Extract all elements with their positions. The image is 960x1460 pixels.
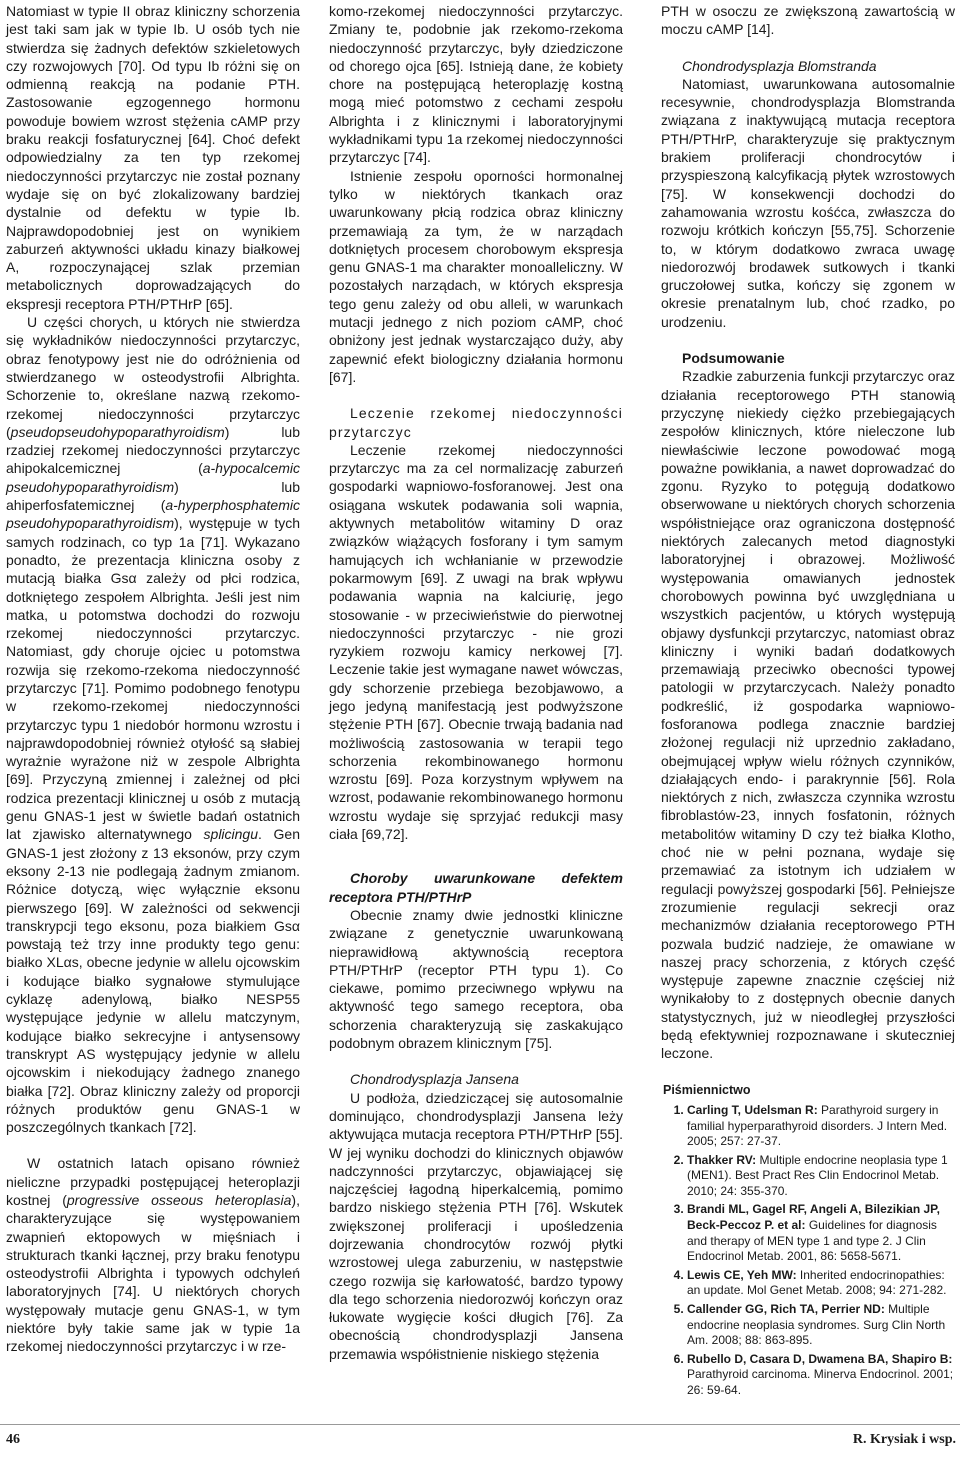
reference-text: Guidelines for diagnosis and therapy of MEN type 1 and type 2. J Clin Endocrinol Metab. 2001, 86: 5658-5671. — [687, 1218, 937, 1264]
reference-text: Parathyroid surgery in familial hyperparathyroid disorders. J Intern Med. 2005; 257: 27-37. — [687, 1102, 948, 1149]
paragraph — [6, 313, 300, 1136]
paragraph: PTH w osoczu ze zwiększoną zawartością w moczu cAMP [14]. — [661, 3, 955, 38]
spacer — [661, 39, 955, 57]
paragraph: Leczenie rzekomej niedoczynności przytarczyc ma za cel normalizację zaburzeń gospodarki wapniowo-fosforanowej. Jest ona osiągana wskutek podawania soli wapnia, aktywnych metabolitów witaminy D oraz związków wiążących fosforany i tym samym hamujących ich wchłanianie w przewodzie pokarmowym [69]. Z uwagi na brak wpływu podawania wapnia na kalciurię, jego stosowanie - w przeciwieństwie do pierwotnej niedoczynności przytarczyc - nie grozi ryzykiem rozwoju kamicy nerkowej [7]. Leczenie takie jest wymagane nawet wówczas, gdy schorzenie przebiega bezobjawowo, a jego jedyną manifestacją jest podwyższone stężenie PTH [67]. Obecnie trwają badania nad możliwością zastosowania w terapii tego schorzenia rekombinowanego hormonu wzrostu [69]. Poza korzystnym wpływem na wzrost, podawanie rekombinowanego hormonu wzrostu wydaje się sprzyjać redukcji masy ciała [69,72]. — [329, 441, 623, 843]
italic-term: a-hypocalcemic pseudohypoparathyroidism — [6, 460, 300, 495]
paragraph: Istnienie zespołu oporności hormonalnej tylko w niektórych tkankach oraz uwarunkowany płcią rodzica obraz kliniczny przemawiają za tym, że w narządach dotkniętych procesem chorobowym ekspresja genu GNAS-1 ma charakter monoalleliczny. W pozostałych narządach, w których ekspresja tego genu zależy od obu alleli, w warunkach mutacji jednego z nich poziom cAMP, choć obniżony jest jednak wystarczająco duży, aby zapewnić efekt biologiczny działania hormonu [67]. — [329, 167, 623, 385]
spacer — [329, 1052, 623, 1070]
text-run: ) lub ahiperfosfatemicznej ( — [6, 478, 300, 514]
section-heading: Leczenie rzekomej niedoczynności przytarczyc — [329, 405, 623, 440]
paragraph — [6, 1154, 300, 1355]
reference-authors: Carling T, Udelsman R: — [687, 1102, 818, 1117]
reference-authors: Thakker RV: — [687, 1152, 757, 1167]
italic-term: progressive osseous heteroplasia — [66, 1192, 292, 1208]
reference-text: Inherited endocrinopathies: an update. Mol Genet Metab. 2008; 94: 271-282. — [687, 1267, 947, 1298]
spacer — [6, 1136, 300, 1154]
paragraph: Natomiast, uwarunkowana autosomalnie recesywnie, chondrodysplazja Blomstranda związana z inaktywującą mutacja receptora PTH/PTHrP, charakteryzuje się praktycznym brakiem proliferacji chondrocytów i przyspieszoną kalcyfikacją płytek wzrostowych [75]. W konsekwencji dochodzi do zahamowania wzrostu kośćca, zwłaszcza do rozwoju krótkich kończyn [55,75]. Schorzenie to, w którym dodatkowo zwraca uwagę niedorozwój brodawek sutkowych i tkanki gruczołowej sutka, kończy się zgonem w okresie prenatalnym lub, choć rzadko, po urodzeniu. — [661, 75, 955, 330]
italic-term: a-hyperphosphatemic pseudohypoparathyroidism — [6, 497, 300, 532]
text-run: . Gen GNAS-1 jest złożony z 13 eksonów, przy czym eksony 2-13 nie podlegają żadnym zmianom. Różnice dotyczą, więc wyłącznie eksonu pierwszego [69]. W zależności od sekwencji transkrypcji tego eksonu, poza białkiem Gsα powstają też trzy inne produkty tego genu: białko XLαs, obecne jedynie w allelu ojcowskim i kodujące białko sygnałowe stymulujące cyklazę adenylową, białko NESP55 występujące jedynie w allelu matczynym, kodujące białko sekrecyjne i antysensowy transkrypt AS występujący jedynie w allelu ojcowskim i niekodujący żadnego znanego białka [72]. Obraz kliniczny zależy od proporcji różnych produktów genu GNAS-1 w poszczególnych tkankach [72]. — [6, 826, 300, 1136]
italic-term: splicingu — [203, 826, 259, 843]
page-number: 46 — [6, 1432, 20, 1447]
reference-item — [687, 1103, 955, 1150]
references-heading: Piśmiennictwo — [663, 1082, 751, 1097]
text-run: W ostatnich latach opisano również nieliczne przypadki postępującej heteroplazji kostnej ( — [6, 1155, 300, 1208]
column-right — [661, 2, 955, 1402]
reference-text: Multiple endocrine neoplasia syndromes. Surg Clin North Am. 2008; 88: 863-895. — [687, 1302, 946, 1348]
reference-authors: Callender GG, Rich TA, Perrier ND: — [687, 1302, 885, 1317]
paragraph: Rzadkie zaburzenia funkcji przytarczyc oraz działania receptorowego PTH stanowią przyczynę niekiedy ciężko przebiegających zespołów klinicznych, które nieleczone lub niewłaściwie leczone powodować mogą poważne powikłania, a nawet doprowadzać do zgonu. Ryzyko to potęgują dodatkowo obserwowane u niektórych chorych schorzenia współistniejące oraz ograniczona dostępność niektórych zalecanych metod diagnostyki laboratoryjnej i obrazowej. Możliwość występowania omawianych jednostek chorobowych powinna być uwzględniana u wszystkich pacjentów, u których występują objawy dysfunkcji przytarczyc, natomiast obraz kliniczny i wyniki badań dodatkowych przemawiają przeciwko obecności typowej patologii w przytarczycach. Należy ponadto podkreślić, iż gospodarka wapniowo-fosforanowa podlega znacznie bardziej złożonej regulacji niż uprzednio zakładano, obejmującej wpływ wielu różnych czynników, działających endo- i parakrynnie [56]. Rola niektórych z nich, zwłaszcza czynnika wzrostu fibroblastów-23, innych fosfatonin, różnych metabolitów witaminy D czy też białka Klotho, choć nie w pełni poznana, wydaje się przemawiać za istotnym ich udziałem w regulacji powyższej gospodarki [56]. Pełniejsze zrozumienie regulacji sekrecji oraz mechanizmów działania receptorowego PTH pozwala budzić nadzieje, że omawiane w naszej pracy schorzenia, z których część występuje zapewne znacznie częściej niż wynikałoby to z dostępnych obecnie danych statystycznych, już w nieodległej przyszłości będą efektywniej rozpoznawane i skuteczniej leczone. — [661, 368, 955, 1062]
spacer — [661, 1063, 955, 1081]
reference-item — [687, 1202, 955, 1264]
column-middle — [329, 2, 623, 1363]
spacer — [661, 331, 955, 349]
text-run: ) lub rzadziej rzekomej niedoczynności przytarczyc ahipokalcemicznej ( — [6, 423, 300, 477]
paragraph: U podłoża, dziedziczącej się autosomalnie dominująco, chondrodysplazji Jansena leży aktywująca mutacja receptora PTH/PTHrP [55]. W jej wyniku dochodzi do klinicznych objawów nadczynności przytarczyc, objawiającej się najczęściej łagodną hiperkalcemią, pomimo bardzo niskiego stężenia PTH [76]. Wskutek zwiększonej proliferacji i upośledzenia dojrzewania chondrocytów rozwój płytki wzrostowej ulega zaburzeniu, w następstwie czego rozwija się karłowatość, bardzo typowy dla tego schorzenia niedorozwój kończyn oraz łukowate wygięcie kości długich [76]. Za obecnością chondrodysplazji Jansena przemawia współistnienie niskiego stężenia — [329, 1089, 623, 1362]
running-authors: R. Krysiak i wsp. — [852, 1432, 956, 1447]
reference-text: Multiple endocrine neoplasia type 1 (MEN1). Best Pract Res Clin Endocrinol Metab. 2010; 24: 355-370. — [687, 1152, 948, 1198]
reference-authors: Brandi ML, Gagel RF, Angeli A, Bilezikian JP, Beck-Peccoz P. et al: — [687, 1202, 940, 1233]
italic-term: pseudopseudohypoparathyroidism — [10, 423, 225, 440]
text-run: ), charakteryzujące się występowaniem zwapnień ektopowych w mięśniach i strukturach tkanki łącznej, przy braku fenotypu osteodystrofii Albrighta i typowych odchyleń laboratoryjnych [74]. U niektórych chorych występowały mutacje genu GNAS-1, w tym niektóre były takie same jak w typie 1a rzekomej niedoczynności przytarczyc i w rze- — [6, 1192, 300, 1355]
reference-text: Parathyroid carcinoma. Minerva Endocrinol. 2001; 26: 59-64. — [687, 1367, 954, 1398]
reference-item — [687, 1352, 955, 1399]
spacer — [329, 386, 623, 404]
section-heading: Podsumowanie — [682, 350, 785, 367]
spacer — [329, 843, 623, 869]
text-run: ), występuje w tych samych rodzinach, co typ 1a [71]. Wykazano ponadto, że prezentacja kliniczna osoby z mutacją białka Gsα zależy od płci rodzica, dotkniętego zespołem Albrighta. Jeśli jest nim matka, u potomstwa dochodzi do rozwoju rzekomej niedoczynności przytarczyc. Natomiast, gdy choruje ojciec u potomstwa rozwija się rzekomo-rzekoma niedoczynność przytarczyc [71]. Pomimo podobnego fenotypu w rzekomo-rzekomej niedoczynności przytarczyc typu 1 niedobór hormonu wzrostu i najprawdopodobniej również otyłość są słabiej wyrażnie wyrażone niż w zespole Albrighta [69]. Przyczyną zmiennej i zależnej od płci rodzica prezentacji klinicznej u osób z mutacją genu GNAS-1 jest w świetle badań ostatnich lat zjawisko alternatywnego — [6, 515, 300, 843]
paragraph: komo-rzekomej niedoczynności przytarczyc. Zmiany te, podobnie jak rzekomo-rzekoma niedoczynność przytarczyc, były dziedziczone od chorego ojca [65]. Istnieją dane, że kobiety chore na postępującą heteroplazję kostną mogą mieć potomstwo z cechami zespołu Albrighta i z klinicznymi i laboratoryjnymi wykładnikami typu 1a rzekomej niedoczynności przytarczyc [74]. — [329, 3, 623, 166]
reference-authors: Lewis CE, Yeh MW: — [687, 1267, 797, 1282]
text-run: U części chorych, u których nie stwierdza się wykładników niedoczynności przytarczyc, obraz fenotypowy jest nie do odróżnienia od stwierdzanego w osteodystrofii Albrighta. Schorzenie to, określane nazwą rzekomo-rzekomej niedoczynności przytarczyc ( — [6, 314, 300, 440]
reference-list — [661, 1103, 955, 1399]
section-heading: Choroby uwarunkowane defektem receptora PTH/PTHrP — [329, 870, 623, 905]
reference-authors: Rubello D, Casara D, Dwamena BA, Shapiro B: — [687, 1351, 953, 1366]
paragraph: Obecnie znamy dwie jednostki kliniczne związane z genetycznie uwarunkowaną nieprawidłową aktywnością receptora PTH/PTHrP (receptor PTH typu 1). Co ciekawe, pomimo przeciwnego wpływu na aktywność tego samego receptora, oba schorzenia charakteryzują się zaskakująco podobnym obrazem klinicznym [75]. — [329, 906, 623, 1052]
subsection-heading: Chondrodysplazja Jansena — [350, 1071, 519, 1088]
reference-item — [687, 1302, 955, 1349]
column-left — [6, 2, 300, 1356]
footer-divider — [0, 1424, 960, 1425]
page-footer — [0, 1432, 960, 1452]
subsection-heading: Chondrodysplazja Blomstranda — [682, 57, 877, 74]
reference-item — [687, 1153, 955, 1200]
reference-item — [687, 1268, 955, 1299]
paragraph: Natomiast w typie II obraz kliniczny schorzenia jest taki sam jak w typie Ib. U osób tych nie stwierdza się żadnych defektów szkieletowych czy rozwojowych [70]. Od typu Ib różni się on odmienną reakcją na podanie PTH. Zastosowanie egzogennego hormonu powoduje bowiem wzrost stężenia cAMP przy braku reakcji fosfaturycznej [64]. Choć defekt odpowiedzialny za ten typ rzekomej niedoczynności przytarczyc nie został poznany wydaje się on być zlokalizowany bardziej dystalnie od defektu w typie Ib. Najprawdopodobniej jest on wynikiem zaburzeń aktywności układu kinazy białkowej A, rozpoczynającej szlak przemian metabolicznych doprowadzających do ekspresji receptora PTH/PTHrP [65]. — [6, 3, 300, 312]
